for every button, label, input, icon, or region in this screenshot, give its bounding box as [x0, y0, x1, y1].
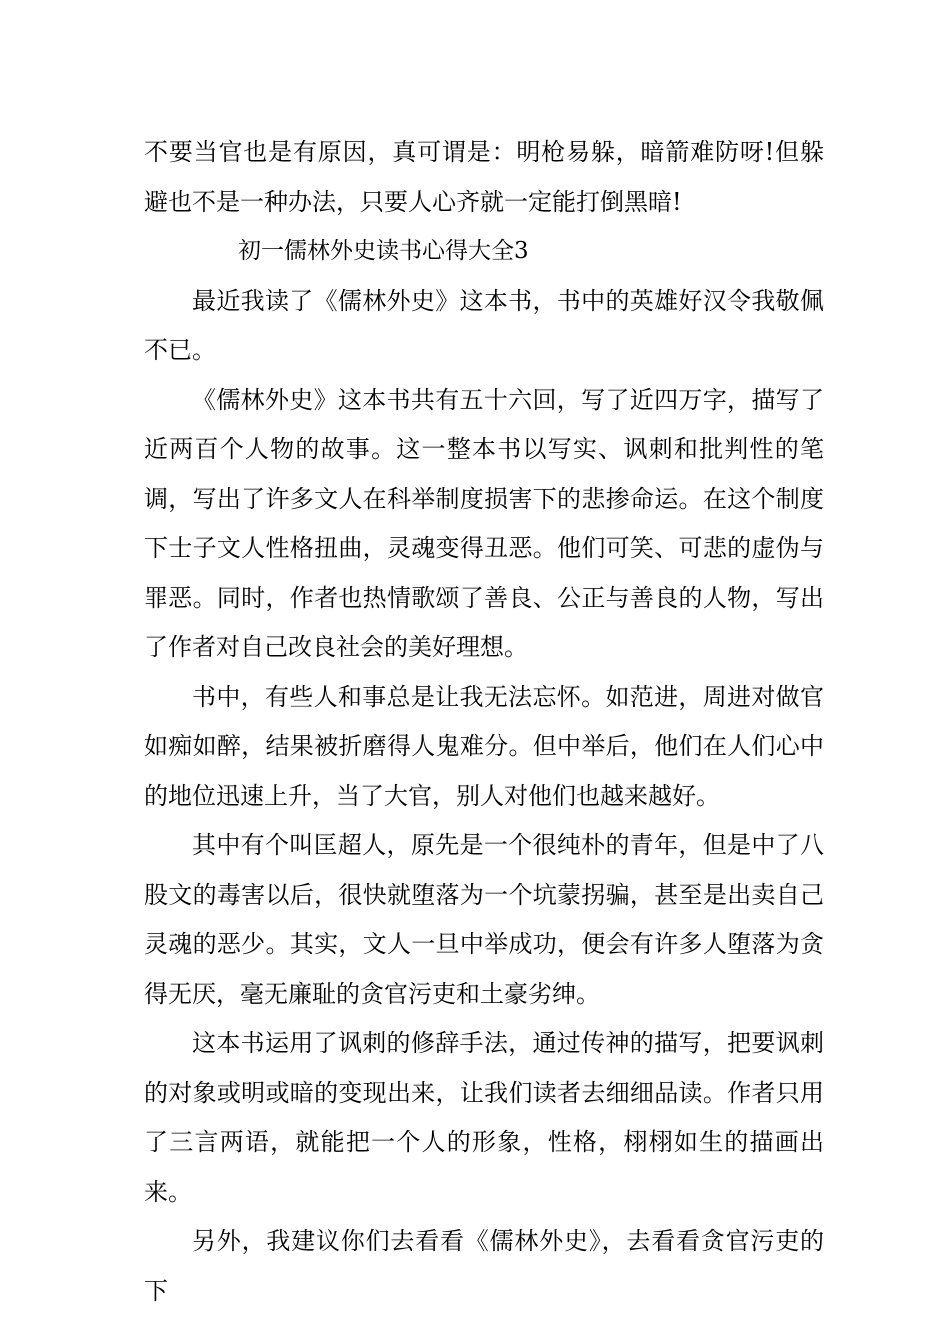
document-body	[144, 128, 824, 1316]
paragraph: 另外，我建议你们去看看《儒林外史》，去看看贪官污吏的下	[144, 1227, 824, 1305]
section-heading: 初一儒林外史读书心得大全3	[238, 238, 529, 264]
paragraph: 最近我读了《儒林外史》这本书，书中的英雄好汉令我敬佩不已。	[144, 286, 824, 364]
paragraph-continuation: 不要当官也是有原因，真可谓是：明枪易躲，暗箭难防呀!但躲避也不是一种办法，只要人心齐就一定能打倒黑暗!	[144, 138, 824, 216]
paragraph: 书中，有些人和事总是让我无法忘怀。如范进，周进对做官如痴如醉，结果被折磨得人鬼难分。但中举后，他们在人们心中的地位迅速上升，当了大官，别人对他们也越来越好。	[144, 682, 824, 810]
paragraph: 《儒林外史》这本书共有五十六回，写了近四万字，描写了近两百个人物的故事。这一整本书以写实、讽刺和批判性的笔调，写出了许多文人在科举制度损害下的悲掺命运。在这个制度下士子文人性格扭曲，灵魂变得丑恶。他们可笑、可悲的虚伪与罪恶。同时，作者也热情歌颂了善良、公正与善良的人物，写出了作者对自己改良社会的美好理想。	[144, 385, 824, 661]
paragraph: 其中有个叫匡超人，原先是一个很纯朴的青年，但是中了八股文的毒害以后，很快就堕落为一个坑蒙拐骗，甚至是出卖自己灵魂的恶少。其实，文人一旦中举成功，便会有许多人堕落为贪得无厌，毫无廉耻的贪官污吏和土豪劣绅。	[144, 831, 824, 1008]
paragraph: 这本书运用了讽刺的修辞手法，通过传神的描写，把要讽刺的对象或明或暗的变现出来，让我们读者去细细品读。作者只用了三言两语，就能把一个人的形象，性格，栩栩如生的描画出来。	[144, 1029, 824, 1206]
